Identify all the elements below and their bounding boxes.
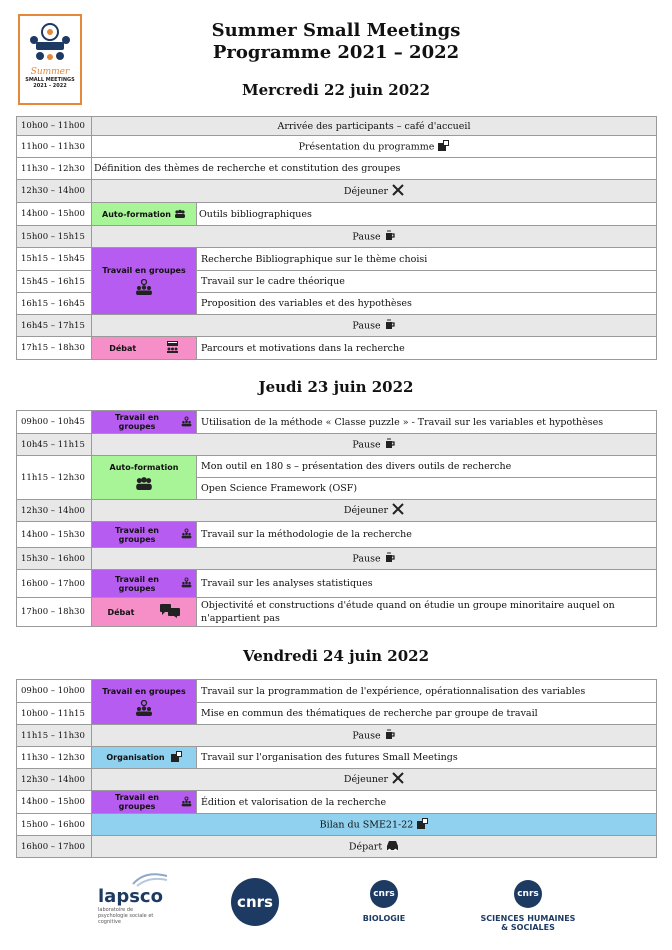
table-row	[17, 747, 657, 769]
category-cell	[92, 598, 197, 627]
activity-cell: Travail sur l'organisation des futures Small Meetings	[197, 747, 657, 769]
category-label: Débat	[107, 607, 135, 617]
group-location-icon	[135, 700, 153, 718]
activity-cell: Outils bibliographiques	[197, 203, 657, 226]
logo-years-text: 2021 - 2022	[33, 83, 67, 89]
group-location-icon	[135, 279, 153, 297]
table-row	[17, 226, 657, 248]
puzzle-icon	[417, 818, 428, 832]
activity-text: Bilan du SME21-22	[319, 819, 414, 830]
day-heading-2: Jeudi 23 juin 2022	[258, 378, 414, 396]
table-row	[17, 725, 657, 747]
group-location-icon	[181, 577, 192, 590]
utensils-icon	[392, 772, 404, 787]
coffee-icon	[385, 438, 396, 452]
activity-cell: Travail sur la programmation de l'expérience, opérationnalisation des variables	[197, 680, 657, 703]
time-cell: 10h00 – 11h00	[17, 117, 92, 136]
activity-text: Pause	[352, 553, 381, 564]
cnrs-biologie-wordmark: cnrs	[370, 880, 398, 908]
category-label: Travail en groupes	[115, 793, 159, 811]
time-cell: 16h00 – 17h00	[17, 570, 92, 598]
table-row	[17, 548, 657, 570]
table-row	[17, 836, 657, 858]
table-row	[17, 315, 657, 337]
time-cell: 11h15 – 11h30	[17, 725, 92, 747]
activity-cell	[92, 434, 657, 456]
puzzle-icon	[171, 751, 182, 764]
coffee-icon	[385, 319, 396, 333]
group-icon	[134, 476, 154, 492]
category-label: Travail en groupes	[115, 413, 159, 431]
activity-cell: Mon outil en 180 s – présentation des divers outils de recherche	[197, 456, 657, 478]
activity-cell	[92, 725, 657, 747]
category-cell	[92, 791, 197, 814]
category-cell	[92, 248, 197, 315]
table-row	[17, 791, 657, 814]
table-row	[17, 203, 657, 226]
time-cell: 09h00 – 10h45	[17, 411, 92, 434]
category-label: Auto-formation	[109, 463, 179, 472]
activity-text: Déjeuner	[343, 185, 389, 197]
coffee-icon	[385, 230, 396, 244]
category-label: Travail en groupes	[115, 574, 159, 593]
time-cell: 15h15 – 15h45	[17, 248, 92, 271]
table-row	[17, 598, 657, 627]
activity-cell: Mise en commun des thématiques de recherche par groupe de travail	[197, 703, 657, 725]
time-cell: 14h00 – 15h30	[17, 522, 92, 548]
table-row	[17, 411, 657, 434]
utensils-icon	[392, 184, 404, 199]
cnrs-wordmark: cnrs	[231, 878, 279, 926]
time-cell: 15h00 – 16h00	[17, 814, 92, 836]
activity-cell	[92, 769, 657, 791]
activity-cell: Définition des thèmes de recherche et constitution des groupes	[92, 158, 657, 180]
coffee-icon	[385, 552, 396, 566]
activity-cell	[92, 548, 657, 570]
activity-cell	[92, 226, 657, 248]
day-heading-1: Mercredi 22 juin 2022	[241, 81, 431, 99]
category-cell	[92, 747, 197, 769]
time-cell: 14h00 – 15h00	[17, 791, 92, 814]
coffee-icon	[385, 729, 396, 743]
time-cell: 12h30 – 14h00	[17, 500, 92, 522]
category-label: Travail en groupes	[102, 265, 186, 275]
activity-text: Pause	[352, 439, 381, 450]
activity-text: Déjeuner	[343, 774, 389, 785]
table-row	[17, 570, 657, 598]
category-cell	[92, 522, 197, 548]
activity-cell	[92, 836, 657, 858]
shs-label-line1: SCIENCES HUMAINES	[480, 914, 576, 923]
board-meeting-icon	[166, 341, 179, 355]
page-title: Summer Small Meetings	[211, 20, 461, 41]
activity-text: Déjeuner	[343, 505, 389, 516]
table-row	[17, 456, 657, 478]
schedule-table-day-2	[16, 410, 657, 627]
activity-cell	[92, 500, 657, 522]
category-cell	[92, 680, 197, 725]
schedule-table-day-1	[16, 116, 657, 360]
table-row	[17, 434, 657, 456]
time-cell: 11h00 – 11h30	[17, 136, 92, 158]
activity-cell: Édition et valorisation de la recherche	[197, 791, 657, 814]
category-label: Débat	[109, 343, 137, 353]
category-cell	[92, 570, 197, 598]
lapsco-logo	[96, 868, 176, 925]
activity-cell: Travail sur la méthodologie de la recherche	[197, 522, 657, 548]
cnrs-shs-wordmark: cnrs	[514, 880, 542, 908]
category-cell	[92, 456, 197, 500]
activity-text: Pause	[352, 730, 381, 741]
time-cell: 17h00 – 18h30	[17, 598, 92, 627]
category-label: Auto-formation	[102, 209, 171, 219]
time-cell: 10h00 – 11h15	[17, 703, 92, 725]
activity-cell	[92, 180, 657, 203]
table-row	[17, 248, 657, 271]
puzzle-icon	[438, 140, 449, 154]
category-cell	[92, 411, 197, 434]
shs-label-line2: & SOCIALES	[501, 923, 555, 932]
time-cell: 11h15 – 12h30	[17, 456, 92, 500]
time-cell: 15h45 – 16h15	[17, 271, 92, 293]
time-cell: 15h30 – 16h00	[17, 548, 92, 570]
time-cell: 14h00 – 15h00	[17, 203, 92, 226]
day-heading-3: Vendredi 24 juin 2022	[242, 647, 430, 665]
activity-cell	[92, 315, 657, 337]
time-cell: 16h00 – 17h00	[17, 836, 92, 858]
utensils-icon	[392, 503, 404, 518]
group-location-icon	[181, 796, 192, 809]
table-row	[17, 522, 657, 548]
lapsco-subtitle: laboratoire de psychologie sociale et cognitive	[98, 907, 154, 925]
table-row	[17, 680, 657, 703]
cnrs-shs-logo	[476, 880, 580, 932]
group-icon	[174, 209, 186, 220]
activity-cell: Arrivée des participants – café d'accueil	[92, 117, 657, 136]
activity-cell: Open Science Framework (OSF)	[197, 478, 657, 500]
time-cell: 11h30 – 12h30	[17, 747, 92, 769]
schedule-table-day-3	[16, 679, 657, 858]
activity-cell: Objectivité et constructions d'étude quand on étudie un groupe minoritaire auquel on n'appartient pas	[197, 598, 657, 627]
category-cell	[92, 337, 197, 360]
table-row	[17, 500, 657, 522]
table-row	[17, 180, 657, 203]
cnrs-biologie-logo	[358, 880, 410, 923]
car-icon	[386, 840, 399, 854]
group-location-icon	[181, 528, 192, 541]
time-cell: 11h30 – 12h30	[17, 158, 92, 180]
table-row	[17, 117, 657, 136]
time-cell: 17h15 – 18h30	[17, 337, 92, 360]
time-cell: 16h15 – 16h45	[17, 293, 92, 315]
time-cell: 16h45 – 17h15	[17, 315, 92, 337]
category-label: Organisation	[106, 753, 165, 762]
category-cell	[92, 203, 197, 226]
activity-cell: Proposition des variables et des hypothèses	[197, 293, 657, 315]
activity-cell: Parcours et motivations dans la recherche	[197, 337, 657, 360]
activity-text: Présentation du programme	[298, 141, 435, 152]
table-row	[17, 814, 657, 836]
activity-text: Départ	[348, 841, 383, 852]
activity-cell: Recherche Bibliographique sur le thème choisi	[197, 248, 657, 271]
table-row	[17, 769, 657, 791]
time-cell: 15h00 – 15h15	[17, 226, 92, 248]
category-label: Travail en groupes	[115, 525, 159, 544]
table-row	[17, 136, 657, 158]
time-cell: 12h30 – 14h00	[17, 769, 92, 791]
chat-bubbles-icon	[160, 604, 180, 620]
category-label: Travail en groupes	[102, 686, 186, 696]
activity-cell	[92, 136, 657, 158]
activity-cell	[92, 814, 657, 836]
biologie-label: BIOLOGIE	[362, 914, 406, 923]
activity-cell: Utilisation de la méthode « Classe puzzle » - Travail sur les variables et hypothèses	[197, 411, 657, 434]
activity-text: Pause	[352, 231, 381, 242]
activity-text: Pause	[352, 320, 381, 331]
lapsco-wordmark: lapsco	[98, 886, 163, 907]
activity-cell: Travail sur le cadre théorique	[197, 271, 657, 293]
activity-cell: Travail sur les analyses statistiques	[197, 570, 657, 598]
page-subtitle: Programme 2021 – 2022	[212, 42, 460, 63]
time-cell: 10h45 – 11h15	[17, 434, 92, 456]
time-cell: 12h30 – 14h00	[17, 180, 92, 203]
logo-summer-text: Summer	[30, 67, 70, 77]
table-row	[17, 337, 657, 360]
cnrs-logo	[231, 878, 279, 926]
time-cell: 09h00 – 10h00	[17, 680, 92, 703]
table-row	[17, 158, 657, 180]
logo-small-meetings-text: SMALL MEETINGS	[25, 77, 75, 83]
group-location-icon	[181, 416, 192, 429]
